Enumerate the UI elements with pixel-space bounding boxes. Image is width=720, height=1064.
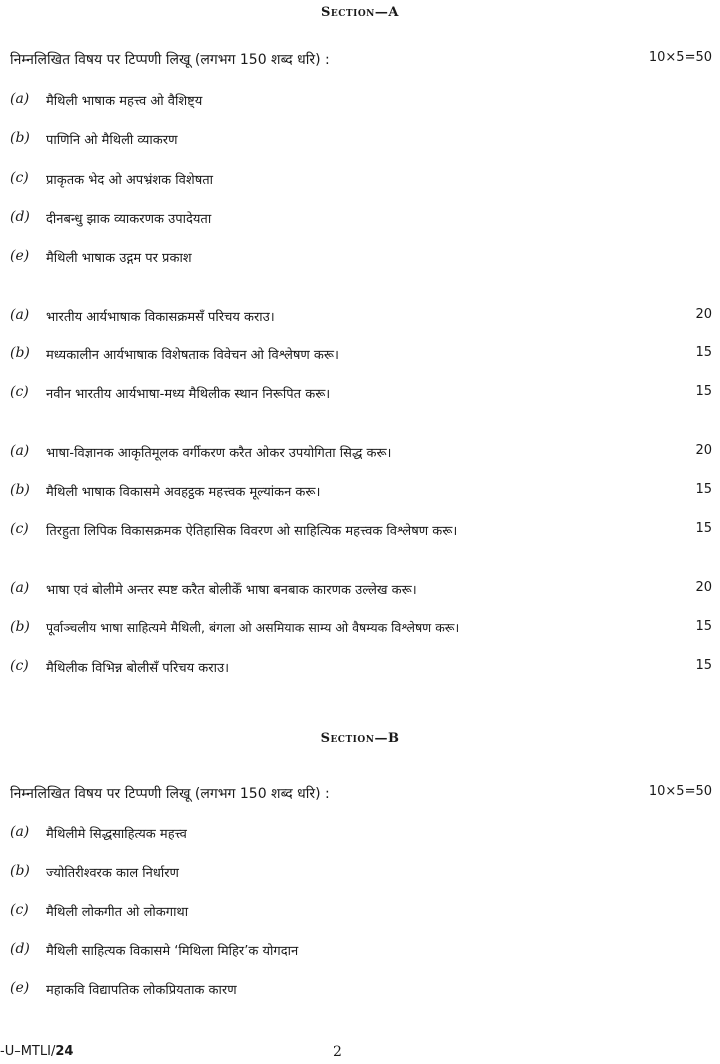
item-text: मध्यकालीन आर्यभाषाक विशेषताक विवेचन ओ विश्लेषण करू। — [46, 348, 339, 363]
q1-item — [0, 130, 720, 152]
q1-marks: 10×5=50 — [648, 50, 712, 65]
item-label: (c) — [10, 902, 29, 918]
item-text: ज्योतिरीश्वरक काल निर्धारण — [46, 866, 179, 881]
item-text: दीनबन्धु झाक व्याकरणक उपादेयता — [46, 212, 212, 227]
q5-item — [0, 863, 720, 885]
item-label: (c) — [10, 521, 29, 537]
item-text: भाषा-विज्ञानक आकृतिमूलक वर्गीकरण करैत ओकर उपयोगिता सिद्ध करू। — [46, 446, 392, 461]
section-a-heading: Section—A — [321, 5, 399, 20]
q5-item — [0, 941, 720, 963]
item-text: मैथिलीमे सिद्धसाहित्यक महत्त्व — [46, 827, 187, 842]
page-number: 2 — [333, 1044, 342, 1060]
paper-code-prefix: -U–MTLI/ — [0, 1044, 56, 1059]
q5-marks: 10×5=50 — [648, 784, 712, 799]
q2-item — [0, 307, 720, 329]
item-label: (c) — [10, 384, 29, 400]
q4-item — [0, 580, 720, 602]
q4-item — [0, 619, 720, 641]
item-label: (a) — [10, 91, 30, 107]
item-text: नवीन भारतीय आर्यभाषा-मध्य मैथिलीक स्थान निरूपित करू। — [46, 387, 331, 402]
item-text: प्राकृतक भेद ओ अपभ्रंशक विशेषता — [46, 173, 214, 188]
item-marks: 15 — [695, 384, 712, 399]
item-label: (b) — [10, 130, 30, 146]
item-marks: 15 — [695, 345, 712, 360]
section-b-heading: Section—B — [320, 731, 400, 746]
item-label: (b) — [10, 863, 30, 879]
q5-instruction: निम्नलिखित विषय पर टिप्पणी लिखू (लगभग 150 शब्द धरि) : — [10, 786, 330, 802]
item-text: भाषा एवं बोलीमे अन्तर स्पष्ट करैत बोलीकेँ भाषा बनबाक कारणक उल्लेख करू। — [46, 583, 417, 598]
q5-item — [0, 824, 720, 846]
item-marks: 20 — [695, 580, 712, 595]
item-text: पाणिनि ओ मैथिली व्याकरण — [46, 133, 178, 148]
item-label: (b) — [10, 482, 30, 498]
item-text: मैथिली भाषाक उद्गम पर प्रकाश — [46, 251, 192, 266]
item-text: पूर्वाञ्चलीय भाषा साहित्यमे मैथिली, बंगला ओ असमियाक साम्य ओ वैषम्यक विश्लेषण करू। — [46, 620, 460, 635]
item-label: (d) — [10, 941, 30, 957]
q3-item — [0, 521, 720, 543]
q5-item — [0, 902, 720, 924]
item-marks: 15 — [695, 521, 712, 536]
item-label: (a) — [10, 443, 30, 459]
item-text: मैथिली लोकगीत ओ लोकगाथा — [46, 905, 189, 920]
item-marks: 15 — [695, 658, 712, 673]
item-text: मैथिली भाषाक विकासमे अवहट्ठक महत्त्वक मूल्यांकन करू। — [46, 485, 321, 500]
q2-item — [0, 345, 720, 367]
q1-instruction: निम्नलिखित विषय पर टिप्पणी लिखू (लगभग 150 शब्द धरि) : — [10, 52, 330, 68]
item-marks: 20 — [695, 443, 712, 458]
item-label: (d) — [10, 209, 30, 225]
q3-item — [0, 482, 720, 504]
item-text: महाकवि विद्यापतिक लोकप्रियताक कारण — [46, 983, 237, 998]
item-text: मैथिली साहित्यक विकासमे ‘मिथिला मिहिर’क योगदान — [46, 944, 299, 959]
item-label: (c) — [10, 170, 29, 186]
q5-item — [0, 980, 720, 1002]
item-marks: 15 — [695, 619, 712, 634]
item-text: भारतीय आर्यभाषाक विकासक्रमसँ परिचय कराउ। — [46, 310, 275, 325]
q1-item — [0, 209, 720, 231]
q1-item — [0, 248, 720, 270]
item-label: (a) — [10, 824, 30, 840]
item-marks: 15 — [695, 482, 712, 497]
item-label: (b) — [10, 345, 30, 361]
q3-item — [0, 443, 720, 465]
item-label: (e) — [10, 248, 30, 264]
paper-code-number: 24 — [55, 1044, 74, 1059]
item-marks: 20 — [695, 307, 712, 322]
item-label: (a) — [10, 580, 30, 596]
q5-instruction-row — [0, 784, 720, 806]
paper-code — [0, 1044, 73, 1059]
item-label: (e) — [10, 980, 30, 996]
q1-instruction-row — [0, 50, 720, 72]
item-text: मैथिली भाषाक महत्त्व ओ वैशिष्ट्य — [46, 94, 203, 109]
q1-item — [0, 170, 720, 192]
q4-item — [0, 658, 720, 680]
item-label: (b) — [10, 619, 30, 635]
item-text: तिरहुता लिपिक विकासक्रमक ऐतिहासिक विवरण ओ साहित्यिक महत्त्वक विश्लेषण करू। — [46, 524, 458, 539]
item-text: मैथिलीक विभिन्न बोलीसँ परिचय कराउ। — [46, 661, 229, 676]
item-label: (a) — [10, 307, 30, 323]
q2-item — [0, 384, 720, 406]
item-label: (c) — [10, 658, 29, 674]
q1-item — [0, 91, 720, 113]
